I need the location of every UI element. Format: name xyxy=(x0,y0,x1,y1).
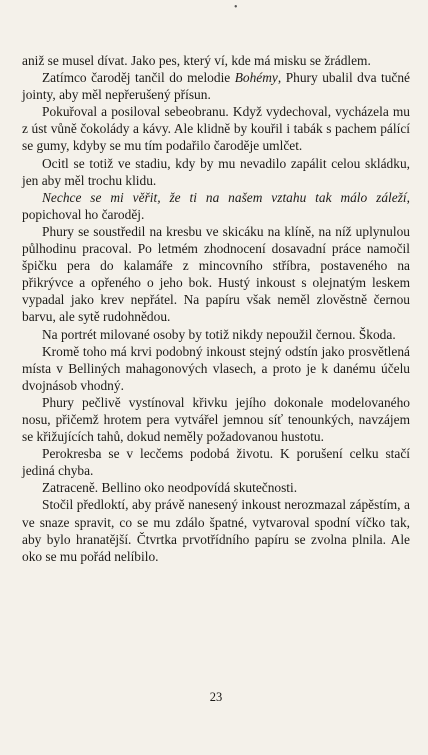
page-number: 23 xyxy=(209,690,223,704)
paragraph-2 xyxy=(22,69,410,103)
paragraph-2-italic: Bohémy xyxy=(234,70,278,86)
paragraph-4: Ocitl se totiž ve stadiu, kdy by mu nevadilo zapálit celou skládku, jen aby měl trochu klidu. xyxy=(22,155,410,188)
top-mark: • xyxy=(234,2,238,13)
paragraph-2-start: Zatímco čaroděj tančil do melodie xyxy=(42,70,235,86)
paragraph-3: Pokuřoval a posiloval sebeobranu. Když vydechoval, vycházela mu z úst vůně čokolády a kávy. Ale klidně by kouřil i tabák s pachem pálící se gumy, kdyby se mu tím podařilo čaroděje umlčet. xyxy=(22,104,410,154)
paragraph-12: Stočil předloktí, aby právě nanesený inkoust nerozmazal zápěstím, a ve snaze spravit, co se mu zdálo špatné, vytvaroval spodní víčko tak, aby bylo hranatější. Čtvrtka prvotřídního papíru se zvolna plnila. Ale oko se mu pořád nelíbilo. xyxy=(22,497,410,564)
paragraph-5 xyxy=(22,189,410,223)
paragraph-10: Perokresba se v lecčems podobá životu. K porušení celku stačí jediná chyba. xyxy=(22,446,410,479)
paragraph-8: Kromě toho má krvi podobný inkoust stejný odstín jako prosvětlená místa v Belliných mahagonových vlasech, a proto je k danému účelu dvojnásob vhodný. xyxy=(22,343,410,393)
paragraph-1: aniž se musel dívat. Jako pes, který ví, kde má misku se žrádlem. xyxy=(22,53,371,68)
book-page xyxy=(22,0,410,755)
paragraph-11: Zatraceně. Bellino oko neodpovídá skutečnosti. xyxy=(42,480,298,496)
paragraph-6: Phury se soustředil na kresbu ve skicáku na klíně, na níž uplynulou půlhodinu pracoval. Po letmém zhodnocení dosavadní práce namočil špičku pera do kalamáře z mincovního stříbra, postaveného na přikrývce a opřeného o jeho bok. Hustý inkoust s olejnatým leskem vypadal jako krev nepřátel. Na papíru však neměl zlověstně černou barvu, ale sytě rudohnědou. xyxy=(22,223,410,325)
paragraph-5-italic: Nechce se mi věřit, že ti na našem vztahu tak málo záleží xyxy=(42,189,407,205)
paragraph-5-end: , popichoval ho čaroděj. xyxy=(22,189,410,222)
body-text xyxy=(22,52,410,565)
paragraph-2-end: , Phury ubalil dva tučné jointy, aby měl nepřerušený přísun. xyxy=(22,70,410,103)
paragraph-9: Phury pečlivě vystínoval křivku jejího dokonale modelovaného nosu, přičemž hrotem pera vytvářel jemnou síť tenounkých, navzájem se křižujících tahů, dokud neměly požadovanou hustotu. xyxy=(22,394,410,445)
paragraph-7: Na portrét milované osoby by totiž nikdy nepoužil černou. Škoda. xyxy=(42,326,396,342)
